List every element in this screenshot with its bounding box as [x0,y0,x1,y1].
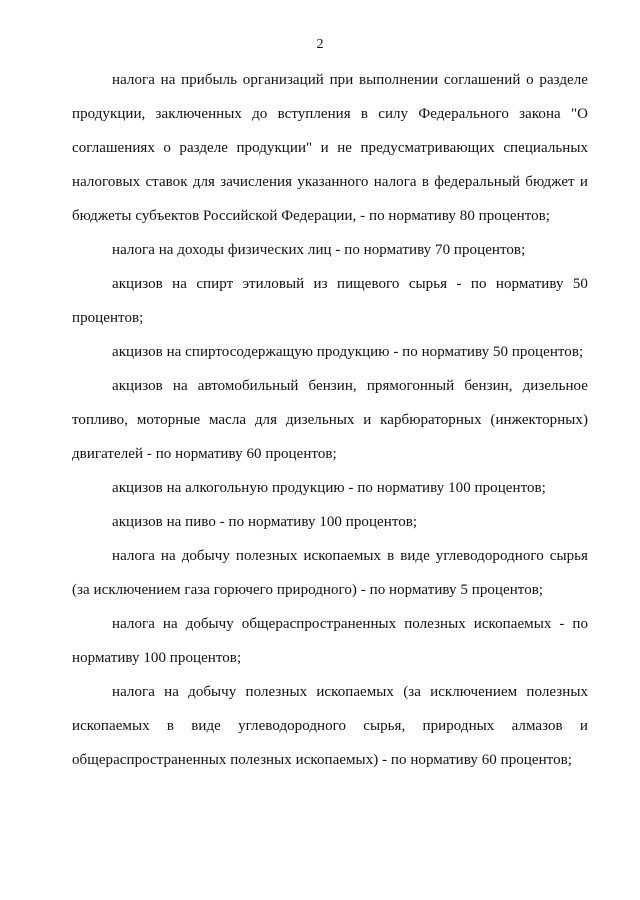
paragraph-personal-income-tax: налога на доходы физических лиц - по нормативу 70 процентов; [112,242,526,258]
paragraph-excise-ethyl-alcohol: акцизов на спирт этиловый из пищевого сырья - по нормативу 50 процентов; [72,276,588,326]
paragraph-excise-alcohol-containing: акцизов на спиртосодержащую продукцию - по нормативу 50 процентов; [112,344,584,360]
paragraph-mining-tax-hydrocarbons: налога на добычу полезных ископаемых в виде углеводородного сырья (за исключением газа горючего природного) - по нормативу 5 процентов; [72,548,588,598]
paragraph-mining-tax-common-minerals: налога на добычу общераспространенных полезных ископаемых - по нормативу 100 процентов; [72,616,588,666]
paragraph-excise-alcoholic-products: акцизов на алкогольную продукцию - по нормативу 100 процентов; [112,480,546,496]
paragraph-excise-fuel: акцизов на автомобильный бензин, прямогонный бензин, дизельное топливо, моторные масла для дизельных и карбюраторных (инжекторных) двигателей - по нормативу 60 процентов; [72,378,588,462]
paragraph-profit-tax: налога на прибыль организаций при выполнении соглашений о разделе продукции, заключенных до вступления в силу Федерального закона "О соглашениях о разделе продукции" и не предусматривающих специальных налоговых ставок для зачисления указанного налога в федеральный бюджет и бюджеты субъектов Российской Федерации, - по нормативу 80 процентов; [72,72,588,224]
page-number: 2 [316,37,324,52]
paragraph-excise-beer: акцизов на пиво - по нормативу 100 процентов; [112,514,418,530]
document-body [72,63,588,777]
paragraph-mining-tax-other: налога на добычу полезных ископаемых (за исключением полезных ископаемых в виде углеводородного сырья, природных алмазов и общераспространенных полезных ископаемых) - по нормативу 60 процентов; [72,684,588,768]
